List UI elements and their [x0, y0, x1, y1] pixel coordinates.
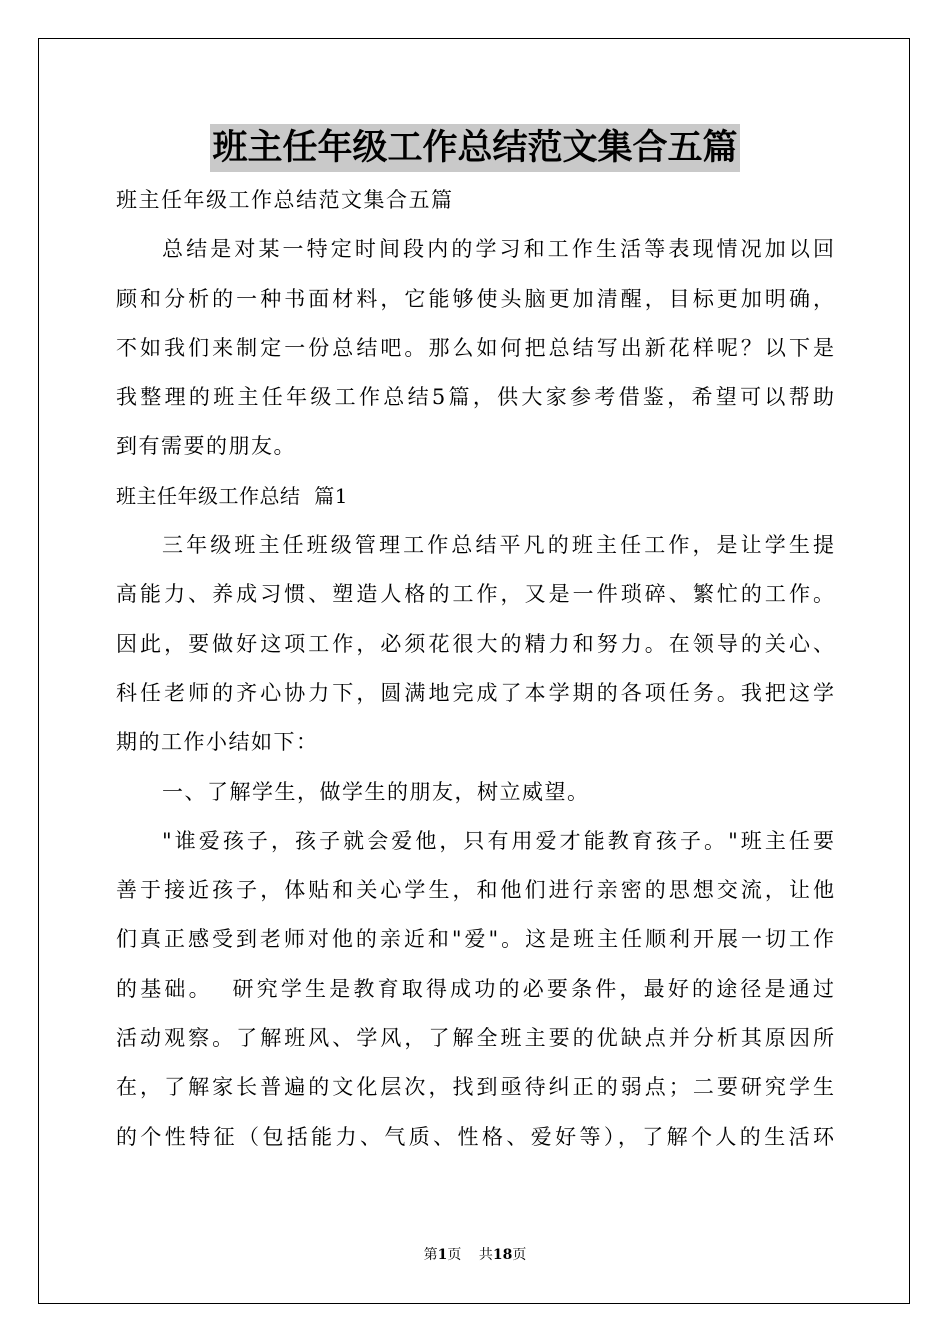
paragraph-line: 的个性特征（包括能力、气质、性格、爱好等），了解个人的生活环	[116, 1124, 834, 1149]
page-suffix: 页	[447, 1247, 462, 1263]
paragraph-line: 三年级班主任班级管理工作总结平凡的班主任工作，是让学生提	[162, 533, 834, 558]
title-container	[0, 124, 950, 172]
paragraph-line: 总结是对某一特定时间段内的学习和工作生活等表现情况加以回	[162, 237, 834, 262]
document-title: 班主任年级工作总结范文集合五篇	[210, 124, 739, 172]
total-pages: 18	[492, 1247, 513, 1263]
page-prefix: 第	[423, 1247, 438, 1263]
total-prefix: 共	[478, 1247, 493, 1263]
paragraph-line: 活动观察。了解班风、学风，了解全班主要的优缺点并分析其原因所	[116, 1026, 834, 1051]
paragraph-line: 科任老师的齐心协力下，圆满地完成了本学期的各项任务。我把这学	[116, 680, 834, 705]
paragraph-line: 顾和分析的一种书面材料，它能够使头脑更加清醒，目标更加明确，	[116, 286, 834, 311]
page-number: 1	[437, 1247, 448, 1263]
paragraph-line: 们真正感受到老师对他的亲近和"爱"。这是班主任顺利开展一切工作	[116, 927, 834, 952]
paragraph-line: 高能力、养成习惯、塑造人格的工作，又是一件琐碎、繁忙的工作。	[116, 582, 834, 607]
total-indicator	[479, 1247, 526, 1263]
paragraph-line: 的基础。 研究学生是教育取得成功的必要条件，最好的途径是通过	[116, 976, 834, 1001]
page-indicator	[424, 1247, 462, 1263]
page-footer	[0, 1245, 950, 1265]
document-body	[116, 176, 834, 1162]
paragraph-line: 善于接近孩子，体贴和关心学生，和他们进行亲密的思想交流，让他	[116, 878, 834, 903]
subtitle-line: 班主任年级工作总结范文集合五篇	[116, 188, 454, 212]
paragraph-line: 我整理的班主任年级工作总结5篇，供大家参考借鉴，希望可以帮助	[116, 385, 834, 410]
paragraph-line: "谁爱孩子，孩子就会爱他，只有用爱才能教育孩子。"班主任要	[162, 828, 834, 853]
section-heading: 班主任年级工作总结 篇1	[116, 483, 348, 508]
paragraph-line: 期的工作小结如下：	[116, 730, 319, 755]
paragraph-line: 不如我们来制定一份总结吧。那么如何把总结写出新花样呢？以下是	[116, 335, 834, 360]
paragraph-line: 在，了解家长普遍的文化层次，找到亟待纠正的弱点；二要研究学生	[116, 1075, 834, 1100]
paragraph-line: 到有需要的朋友。	[116, 434, 296, 459]
subsection-heading: 一、了解学生，做学生的朋友，树立威望。	[162, 779, 590, 804]
paragraph-line: 因此，要做好这项工作，必须花很大的精力和努力。在领导的关心、	[116, 631, 834, 656]
total-suffix: 页	[512, 1247, 527, 1263]
